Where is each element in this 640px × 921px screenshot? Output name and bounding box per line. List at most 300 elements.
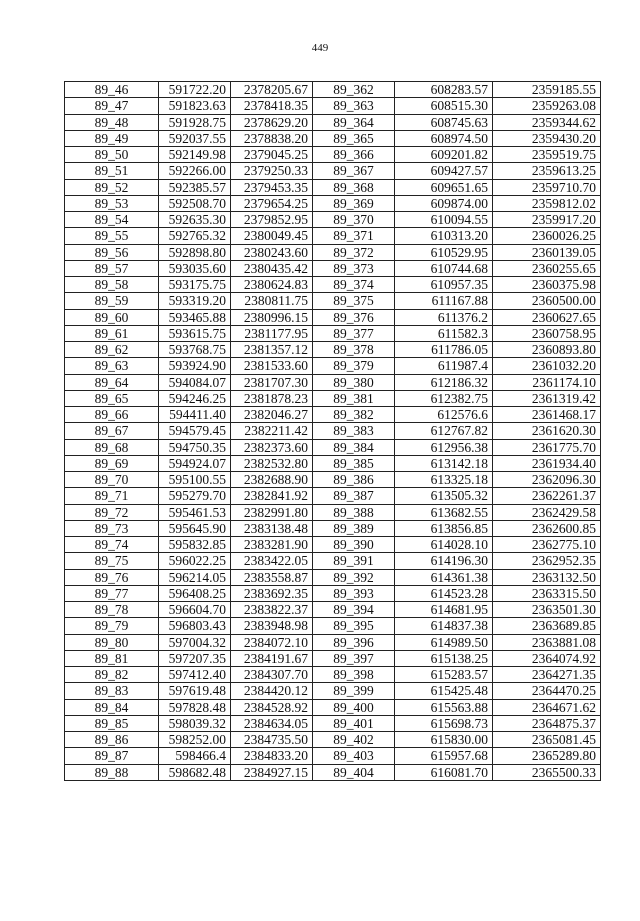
- y-coord-right-cell: 2360026.25: [493, 228, 601, 244]
- point-id-right-cell: 89_382: [313, 407, 395, 423]
- x-coord-left-cell: 597004.32: [159, 634, 231, 650]
- point-id-right-cell: 89_385: [313, 455, 395, 471]
- coordinates-table-body: [65, 82, 601, 781]
- x-coord-left-cell: 593035.60: [159, 260, 231, 276]
- table-row: [65, 342, 601, 358]
- point-id-right-cell: 89_381: [313, 390, 395, 406]
- point-id-right-cell: 89_403: [313, 748, 395, 764]
- x-coord-right-cell: 610744.68: [395, 260, 493, 276]
- table-row: [65, 423, 601, 439]
- table-row: [65, 683, 601, 699]
- table-row: [65, 390, 601, 406]
- x-coord-right-cell: 611376.2: [395, 309, 493, 325]
- x-coord-right-cell: 614361.38: [395, 569, 493, 585]
- x-coord-left-cell: 597412.40: [159, 667, 231, 683]
- x-coord-right-cell: 613505.32: [395, 488, 493, 504]
- x-coord-left-cell: 596803.43: [159, 618, 231, 634]
- x-coord-left-cell: 596022.25: [159, 553, 231, 569]
- x-coord-left-cell: 594411.40: [159, 407, 231, 423]
- table-row: [65, 358, 601, 374]
- point-id-right-cell: 89_366: [313, 147, 395, 163]
- y-coord-right-cell: 2359430.20: [493, 130, 601, 146]
- point-id-left-cell: 89_60: [65, 309, 159, 325]
- x-coord-right-cell: 610094.55: [395, 212, 493, 228]
- y-coord-right-cell: 2359185.55: [493, 82, 601, 98]
- table-row: [65, 667, 601, 683]
- point-id-left-cell: 89_66: [65, 407, 159, 423]
- y-coord-left-cell: 2380624.83: [231, 277, 313, 293]
- table-row: [65, 212, 601, 228]
- x-coord-left-cell: 592266.00: [159, 163, 231, 179]
- x-coord-right-cell: 613856.85: [395, 520, 493, 536]
- point-id-left-cell: 89_64: [65, 374, 159, 390]
- x-coord-left-cell: 595645.90: [159, 520, 231, 536]
- y-coord-left-cell: 2379250.33: [231, 163, 313, 179]
- y-coord-left-cell: 2381707.30: [231, 374, 313, 390]
- y-coord-right-cell: 2361934.40: [493, 455, 601, 471]
- x-coord-left-cell: 595100.55: [159, 472, 231, 488]
- y-coord-right-cell: 2365289.80: [493, 748, 601, 764]
- point-id-right-cell: 89_399: [313, 683, 395, 699]
- y-coord-right-cell: 2361319.42: [493, 390, 601, 406]
- x-coord-right-cell: 615830.00: [395, 732, 493, 748]
- point-id-left-cell: 89_81: [65, 650, 159, 666]
- y-coord-right-cell: 2364470.25: [493, 683, 601, 699]
- y-coord-right-cell: 2359613.25: [493, 163, 601, 179]
- x-coord-right-cell: 608745.63: [395, 114, 493, 130]
- y-coord-right-cell: 2364271.35: [493, 667, 601, 683]
- point-id-left-cell: 89_55: [65, 228, 159, 244]
- table-row: [65, 472, 601, 488]
- point-id-right-cell: 89_380: [313, 374, 395, 390]
- y-coord-right-cell: 2362429.58: [493, 504, 601, 520]
- point-id-left-cell: 89_52: [65, 179, 159, 195]
- y-coord-left-cell: 2384833.20: [231, 748, 313, 764]
- point-id-left-cell: 89_78: [65, 602, 159, 618]
- x-coord-right-cell: 614837.38: [395, 618, 493, 634]
- point-id-right-cell: 89_387: [313, 488, 395, 504]
- point-id-left-cell: 89_50: [65, 147, 159, 163]
- x-coord-right-cell: 614028.10: [395, 537, 493, 553]
- y-coord-right-cell: 2359263.08: [493, 98, 601, 114]
- y-coord-right-cell: 2360893.80: [493, 342, 601, 358]
- point-id-right-cell: 89_373: [313, 260, 395, 276]
- y-coord-right-cell: 2359519.75: [493, 147, 601, 163]
- table-row: [65, 699, 601, 715]
- y-coord-left-cell: 2379654.25: [231, 195, 313, 211]
- y-coord-right-cell: 2364671.62: [493, 699, 601, 715]
- x-coord-right-cell: 615425.48: [395, 683, 493, 699]
- point-id-right-cell: 89_401: [313, 715, 395, 731]
- y-coord-left-cell: 2378838.20: [231, 130, 313, 146]
- point-id-left-cell: 89_76: [65, 569, 159, 585]
- y-coord-right-cell: 2361620.30: [493, 423, 601, 439]
- point-id-right-cell: 89_392: [313, 569, 395, 585]
- table-row: [65, 585, 601, 601]
- point-id-right-cell: 89_396: [313, 634, 395, 650]
- table-row: [65, 98, 601, 114]
- table-row: [65, 602, 601, 618]
- x-coord-right-cell: 610529.95: [395, 244, 493, 260]
- table-row: [65, 732, 601, 748]
- x-coord-left-cell: 594924.07: [159, 455, 231, 471]
- y-coord-left-cell: 2381878.23: [231, 390, 313, 406]
- point-id-left-cell: 89_69: [65, 455, 159, 471]
- x-coord-right-cell: 611582.3: [395, 325, 493, 341]
- x-coord-left-cell: 595461.53: [159, 504, 231, 520]
- point-id-left-cell: 89_80: [65, 634, 159, 650]
- x-coord-left-cell: 595832.85: [159, 537, 231, 553]
- point-id-left-cell: 89_77: [65, 585, 159, 601]
- x-coord-right-cell: 614989.50: [395, 634, 493, 650]
- y-coord-right-cell: 2360758.95: [493, 325, 601, 341]
- table-row: [65, 439, 601, 455]
- x-coord-left-cell: 597207.35: [159, 650, 231, 666]
- x-coord-right-cell: 615957.68: [395, 748, 493, 764]
- point-id-left-cell: 89_87: [65, 748, 159, 764]
- y-coord-left-cell: 2384420.12: [231, 683, 313, 699]
- y-coord-right-cell: 2363132.50: [493, 569, 601, 585]
- table-row: [65, 488, 601, 504]
- point-id-right-cell: 89_362: [313, 82, 395, 98]
- x-coord-right-cell: 612186.32: [395, 374, 493, 390]
- point-id-left-cell: 89_65: [65, 390, 159, 406]
- y-coord-right-cell: 2360500.00: [493, 293, 601, 309]
- y-coord-left-cell: 2382211.42: [231, 423, 313, 439]
- y-coord-right-cell: 2360375.98: [493, 277, 601, 293]
- table-row: [65, 650, 601, 666]
- point-id-left-cell: 89_73: [65, 520, 159, 536]
- y-coord-left-cell: 2378629.20: [231, 114, 313, 130]
- table-row: [65, 277, 601, 293]
- point-id-left-cell: 89_67: [65, 423, 159, 439]
- x-coord-right-cell: 608515.30: [395, 98, 493, 114]
- y-coord-right-cell: 2360627.65: [493, 309, 601, 325]
- y-coord-left-cell: 2384307.70: [231, 667, 313, 683]
- x-coord-left-cell: 592037.55: [159, 130, 231, 146]
- x-coord-left-cell: 598466.4: [159, 748, 231, 764]
- point-id-right-cell: 89_372: [313, 244, 395, 260]
- x-coord-left-cell: 596214.05: [159, 569, 231, 585]
- table-row: [65, 293, 601, 309]
- point-id-right-cell: 89_389: [313, 520, 395, 536]
- point-id-left-cell: 89_46: [65, 82, 159, 98]
- y-coord-left-cell: 2379453.35: [231, 179, 313, 195]
- y-coord-right-cell: 2363689.85: [493, 618, 601, 634]
- x-coord-left-cell: 596408.25: [159, 585, 231, 601]
- y-coord-left-cell: 2384191.67: [231, 650, 313, 666]
- point-id-right-cell: 89_395: [313, 618, 395, 634]
- x-coord-left-cell: 592765.32: [159, 228, 231, 244]
- point-id-right-cell: 89_390: [313, 537, 395, 553]
- point-id-left-cell: 89_68: [65, 439, 159, 455]
- y-coord-right-cell: 2360255.65: [493, 260, 601, 276]
- x-coord-right-cell: 610313.20: [395, 228, 493, 244]
- point-id-left-cell: 89_47: [65, 98, 159, 114]
- x-coord-left-cell: 591928.75: [159, 114, 231, 130]
- point-id-right-cell: 89_404: [313, 764, 395, 780]
- y-coord-left-cell: 2378205.67: [231, 82, 313, 98]
- table-row: [65, 748, 601, 764]
- y-coord-right-cell: 2365081.45: [493, 732, 601, 748]
- x-coord-right-cell: 613142.18: [395, 455, 493, 471]
- table-row: [65, 228, 601, 244]
- x-coord-left-cell: 596604.70: [159, 602, 231, 618]
- x-coord-right-cell: 609427.57: [395, 163, 493, 179]
- y-coord-left-cell: 2382373.60: [231, 439, 313, 455]
- x-coord-left-cell: 593319.20: [159, 293, 231, 309]
- table-row: [65, 309, 601, 325]
- point-id-left-cell: 89_85: [65, 715, 159, 731]
- point-id-right-cell: 89_375: [313, 293, 395, 309]
- y-coord-left-cell: 2379045.25: [231, 147, 313, 163]
- point-id-right-cell: 89_374: [313, 277, 395, 293]
- point-id-left-cell: 89_84: [65, 699, 159, 715]
- x-coord-right-cell: 613682.55: [395, 504, 493, 520]
- x-coord-right-cell: 609201.82: [395, 147, 493, 163]
- y-coord-left-cell: 2381177.95: [231, 325, 313, 341]
- table-row: [65, 374, 601, 390]
- y-coord-left-cell: 2378418.35: [231, 98, 313, 114]
- y-coord-left-cell: 2383422.05: [231, 553, 313, 569]
- x-coord-right-cell: 615283.57: [395, 667, 493, 683]
- y-coord-left-cell: 2381357.12: [231, 342, 313, 358]
- y-coord-right-cell: 2361775.70: [493, 439, 601, 455]
- point-id-right-cell: 89_394: [313, 602, 395, 618]
- point-id-left-cell: 89_75: [65, 553, 159, 569]
- y-coord-left-cell: 2383692.35: [231, 585, 313, 601]
- y-coord-left-cell: 2380243.60: [231, 244, 313, 260]
- point-id-left-cell: 89_86: [65, 732, 159, 748]
- point-id-right-cell: 89_367: [313, 163, 395, 179]
- x-coord-left-cell: 593768.75: [159, 342, 231, 358]
- point-id-right-cell: 89_400: [313, 699, 395, 715]
- x-coord-left-cell: 592508.70: [159, 195, 231, 211]
- table-row: [65, 520, 601, 536]
- y-coord-left-cell: 2380811.75: [231, 293, 313, 309]
- table-row: [65, 147, 601, 163]
- x-coord-right-cell: 608283.57: [395, 82, 493, 98]
- y-coord-right-cell: 2363315.50: [493, 585, 601, 601]
- y-coord-right-cell: 2360139.05: [493, 244, 601, 260]
- point-id-right-cell: 89_365: [313, 130, 395, 146]
- x-coord-left-cell: 593924.90: [159, 358, 231, 374]
- x-coord-right-cell: 613325.18: [395, 472, 493, 488]
- x-coord-right-cell: 612576.6: [395, 407, 493, 423]
- y-coord-left-cell: 2380049.45: [231, 228, 313, 244]
- point-id-right-cell: 89_388: [313, 504, 395, 520]
- point-id-left-cell: 89_82: [65, 667, 159, 683]
- x-coord-left-cell: 598039.32: [159, 715, 231, 731]
- table-row: [65, 163, 601, 179]
- y-coord-right-cell: 2359710.70: [493, 179, 601, 195]
- point-id-left-cell: 89_62: [65, 342, 159, 358]
- x-coord-right-cell: 610957.35: [395, 277, 493, 293]
- y-coord-left-cell: 2384528.92: [231, 699, 313, 715]
- point-id-left-cell: 89_56: [65, 244, 159, 260]
- y-coord-left-cell: 2384072.10: [231, 634, 313, 650]
- x-coord-left-cell: 594084.07: [159, 374, 231, 390]
- table-row: [65, 715, 601, 731]
- y-coord-left-cell: 2382532.80: [231, 455, 313, 471]
- x-coord-left-cell: 591823.63: [159, 98, 231, 114]
- x-coord-right-cell: 614196.30: [395, 553, 493, 569]
- x-coord-left-cell: 597828.48: [159, 699, 231, 715]
- point-id-left-cell: 89_70: [65, 472, 159, 488]
- x-coord-right-cell: 615698.73: [395, 715, 493, 731]
- coordinates-table: [64, 81, 601, 781]
- x-coord-left-cell: 594579.45: [159, 423, 231, 439]
- y-coord-right-cell: 2361032.20: [493, 358, 601, 374]
- point-id-left-cell: 89_74: [65, 537, 159, 553]
- table-row: [65, 195, 601, 211]
- table-row: [65, 325, 601, 341]
- y-coord-left-cell: 2382688.90: [231, 472, 313, 488]
- point-id-left-cell: 89_53: [65, 195, 159, 211]
- x-coord-left-cell: 598252.00: [159, 732, 231, 748]
- x-coord-left-cell: 593465.88: [159, 309, 231, 325]
- y-coord-right-cell: 2363881.08: [493, 634, 601, 650]
- point-id-right-cell: 89_377: [313, 325, 395, 341]
- y-coord-left-cell: 2384634.05: [231, 715, 313, 731]
- y-coord-right-cell: 2359344.62: [493, 114, 601, 130]
- y-coord-left-cell: 2383281.90: [231, 537, 313, 553]
- y-coord-left-cell: 2383948.98: [231, 618, 313, 634]
- table-row: [65, 634, 601, 650]
- point-id-left-cell: 89_61: [65, 325, 159, 341]
- point-id-left-cell: 89_54: [65, 212, 159, 228]
- point-id-right-cell: 89_364: [313, 114, 395, 130]
- point-id-left-cell: 89_88: [65, 764, 159, 780]
- y-coord-right-cell: 2364875.37: [493, 715, 601, 731]
- table-row: [65, 244, 601, 260]
- x-coord-right-cell: 616081.70: [395, 764, 493, 780]
- point-id-right-cell: 89_363: [313, 98, 395, 114]
- y-coord-left-cell: 2383822.37: [231, 602, 313, 618]
- y-coord-left-cell: 2382046.27: [231, 407, 313, 423]
- point-id-right-cell: 89_369: [313, 195, 395, 211]
- point-id-right-cell: 89_368: [313, 179, 395, 195]
- x-coord-right-cell: 614523.28: [395, 585, 493, 601]
- x-coord-left-cell: 593615.75: [159, 325, 231, 341]
- point-id-left-cell: 89_49: [65, 130, 159, 146]
- y-coord-left-cell: 2381533.60: [231, 358, 313, 374]
- point-id-left-cell: 89_51: [65, 163, 159, 179]
- table-row: [65, 504, 601, 520]
- point-id-right-cell: 89_397: [313, 650, 395, 666]
- y-coord-right-cell: 2361174.10: [493, 374, 601, 390]
- table-row: [65, 407, 601, 423]
- point-id-right-cell: 89_378: [313, 342, 395, 358]
- x-coord-left-cell: 598682.48: [159, 764, 231, 780]
- point-id-right-cell: 89_371: [313, 228, 395, 244]
- y-coord-right-cell: 2362952.35: [493, 553, 601, 569]
- x-coord-right-cell: 611987.4: [395, 358, 493, 374]
- table-row: [65, 764, 601, 780]
- x-coord-right-cell: 609874.00: [395, 195, 493, 211]
- x-coord-left-cell: 591722.20: [159, 82, 231, 98]
- x-coord-right-cell: 615563.88: [395, 699, 493, 715]
- table-row: [65, 130, 601, 146]
- x-coord-left-cell: 593175.75: [159, 277, 231, 293]
- x-coord-left-cell: 597619.48: [159, 683, 231, 699]
- table-row: [65, 260, 601, 276]
- y-coord-left-cell: 2383558.87: [231, 569, 313, 585]
- y-coord-right-cell: 2364074.92: [493, 650, 601, 666]
- y-coord-right-cell: 2362775.10: [493, 537, 601, 553]
- table-row: [65, 569, 601, 585]
- y-coord-right-cell: 2362261.37: [493, 488, 601, 504]
- table-row: [65, 82, 601, 98]
- y-coord-right-cell: 2359917.20: [493, 212, 601, 228]
- point-id-left-cell: 89_83: [65, 683, 159, 699]
- x-coord-right-cell: 612956.38: [395, 439, 493, 455]
- x-coord-right-cell: 615138.25: [395, 650, 493, 666]
- y-coord-left-cell: 2382841.92: [231, 488, 313, 504]
- point-id-right-cell: 89_391: [313, 553, 395, 569]
- y-coord-left-cell: 2380435.42: [231, 260, 313, 276]
- table-row: [65, 618, 601, 634]
- y-coord-right-cell: 2362600.85: [493, 520, 601, 536]
- point-id-left-cell: 89_57: [65, 260, 159, 276]
- x-coord-right-cell: 612382.75: [395, 390, 493, 406]
- y-coord-right-cell: 2362096.30: [493, 472, 601, 488]
- point-id-left-cell: 89_72: [65, 504, 159, 520]
- x-coord-left-cell: 595279.70: [159, 488, 231, 504]
- y-coord-left-cell: 2379852.95: [231, 212, 313, 228]
- x-coord-right-cell: 608974.50: [395, 130, 493, 146]
- y-coord-right-cell: 2363501.30: [493, 602, 601, 618]
- x-coord-left-cell: 592898.80: [159, 244, 231, 260]
- point-id-left-cell: 89_63: [65, 358, 159, 374]
- y-coord-left-cell: 2384735.50: [231, 732, 313, 748]
- y-coord-right-cell: 2361468.17: [493, 407, 601, 423]
- x-coord-left-cell: 594246.25: [159, 390, 231, 406]
- point-id-left-cell: 89_79: [65, 618, 159, 634]
- point-id-right-cell: 89_386: [313, 472, 395, 488]
- point-id-right-cell: 89_379: [313, 358, 395, 374]
- point-id-right-cell: 89_384: [313, 439, 395, 455]
- x-coord-left-cell: 594750.35: [159, 439, 231, 455]
- x-coord-left-cell: 592149.98: [159, 147, 231, 163]
- table-row: [65, 537, 601, 553]
- point-id-right-cell: 89_393: [313, 585, 395, 601]
- y-coord-left-cell: 2383138.48: [231, 520, 313, 536]
- x-coord-left-cell: 592635.30: [159, 212, 231, 228]
- x-coord-right-cell: 612767.82: [395, 423, 493, 439]
- point-id-right-cell: 89_376: [313, 309, 395, 325]
- table-row: [65, 179, 601, 195]
- x-coord-right-cell: 611786.05: [395, 342, 493, 358]
- point-id-right-cell: 89_370: [313, 212, 395, 228]
- table-row: [65, 455, 601, 471]
- y-coord-left-cell: 2384927.15: [231, 764, 313, 780]
- y-coord-right-cell: 2359812.02: [493, 195, 601, 211]
- page-number: 449: [311, 42, 329, 54]
- table-row: [65, 553, 601, 569]
- point-id-left-cell: 89_48: [65, 114, 159, 130]
- point-id-left-cell: 89_59: [65, 293, 159, 309]
- point-id-right-cell: 89_402: [313, 732, 395, 748]
- table-row: [65, 114, 601, 130]
- y-coord-left-cell: 2380996.15: [231, 309, 313, 325]
- point-id-left-cell: 89_58: [65, 277, 159, 293]
- x-coord-left-cell: 592385.57: [159, 179, 231, 195]
- y-coord-left-cell: 2382991.80: [231, 504, 313, 520]
- point-id-right-cell: 89_398: [313, 667, 395, 683]
- point-id-left-cell: 89_71: [65, 488, 159, 504]
- x-coord-right-cell: 614681.95: [395, 602, 493, 618]
